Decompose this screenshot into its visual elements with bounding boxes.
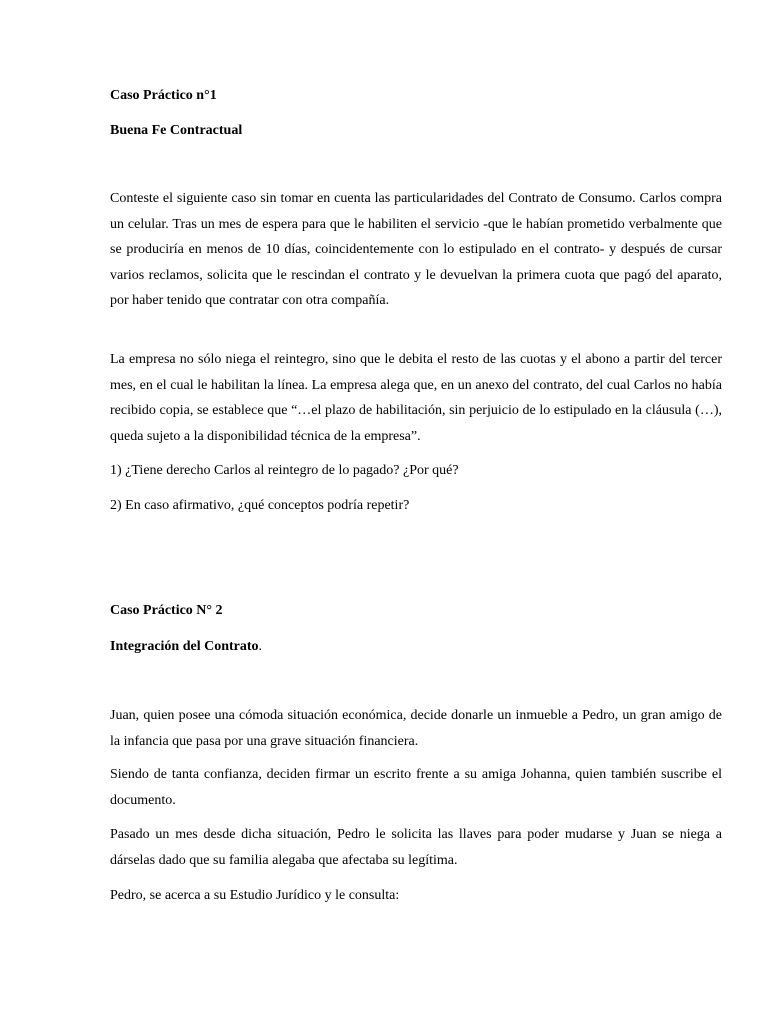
case2-subtitle [110, 638, 722, 656]
case2-subtitle-suffix: . [258, 639, 263, 654]
case2-paragraph-1: Juan, quien posee una cómoda situación económica, decide donarle un inmueble a Pedro, un gran amigo de la infancia que pasa por una grave situación financiera. [110, 708, 722, 749]
case2-title: Caso Práctico N° 2 [110, 603, 223, 618]
case1-paragraph-2: La empresa no sólo niega el reintegro, sino que le debita el resto de las cuotas y el abono a partir del tercer mes, en el cual le habilitan la línea. La empresa alega que, en un anexo del contrato, del cual Carlos no había recibido copia, se establece que “…el plazo de habilitación, sin perjuicio de lo estipulado en la cláusula (…), queda sujeto a la disponibilidad técnica de la empresa”. [110, 352, 722, 444]
case1-title: Caso Práctico n°1 [110, 88, 217, 103]
case2-paragraph-3: Pasado un mes desde dicha situación, Pedro le solicita las llaves para poder mudarse y Juan se niega a dárselas dado que su familia alegaba que afectaba su legítima. [110, 827, 722, 868]
case1-question-1: 1) ¿Tiene derecho Carlos al reintegro de lo pagado? ¿Por qué? [110, 463, 459, 478]
case2-paragraph-2: Siendo de tanta confianza, deciden firmar un escrito frente a su amiga Johanna, quien también suscribe el documento. [110, 767, 722, 808]
case2-subtitle-text: Integración del Contrato [110, 639, 259, 654]
case1-question-2: 2) En caso afirmativo, ¿qué conceptos podría repetir? [110, 498, 410, 513]
case2-paragraph-4: Pedro, se acerca a su Estudio Jurídico y le consulta: [110, 888, 400, 903]
case1-subtitle: Buena Fe Contractual [110, 123, 243, 138]
case1-paragraph-1: Conteste el siguiente caso sin tomar en cuenta las particularidades del Contrato de Consumo. Carlos compra un celular. Tras un mes de espera para que le habiliten el servicio -que le habían prometido verbalmente que se produciría en menos de 10 días, coincidentemente con lo estipulado en el contrato- y después de cursar varios reclamos, solicita que le rescindan el contrato y le devuelvan la primera cuota que pagó del aparato, por haber tenido que contratar con otra compañía. [110, 191, 722, 308]
